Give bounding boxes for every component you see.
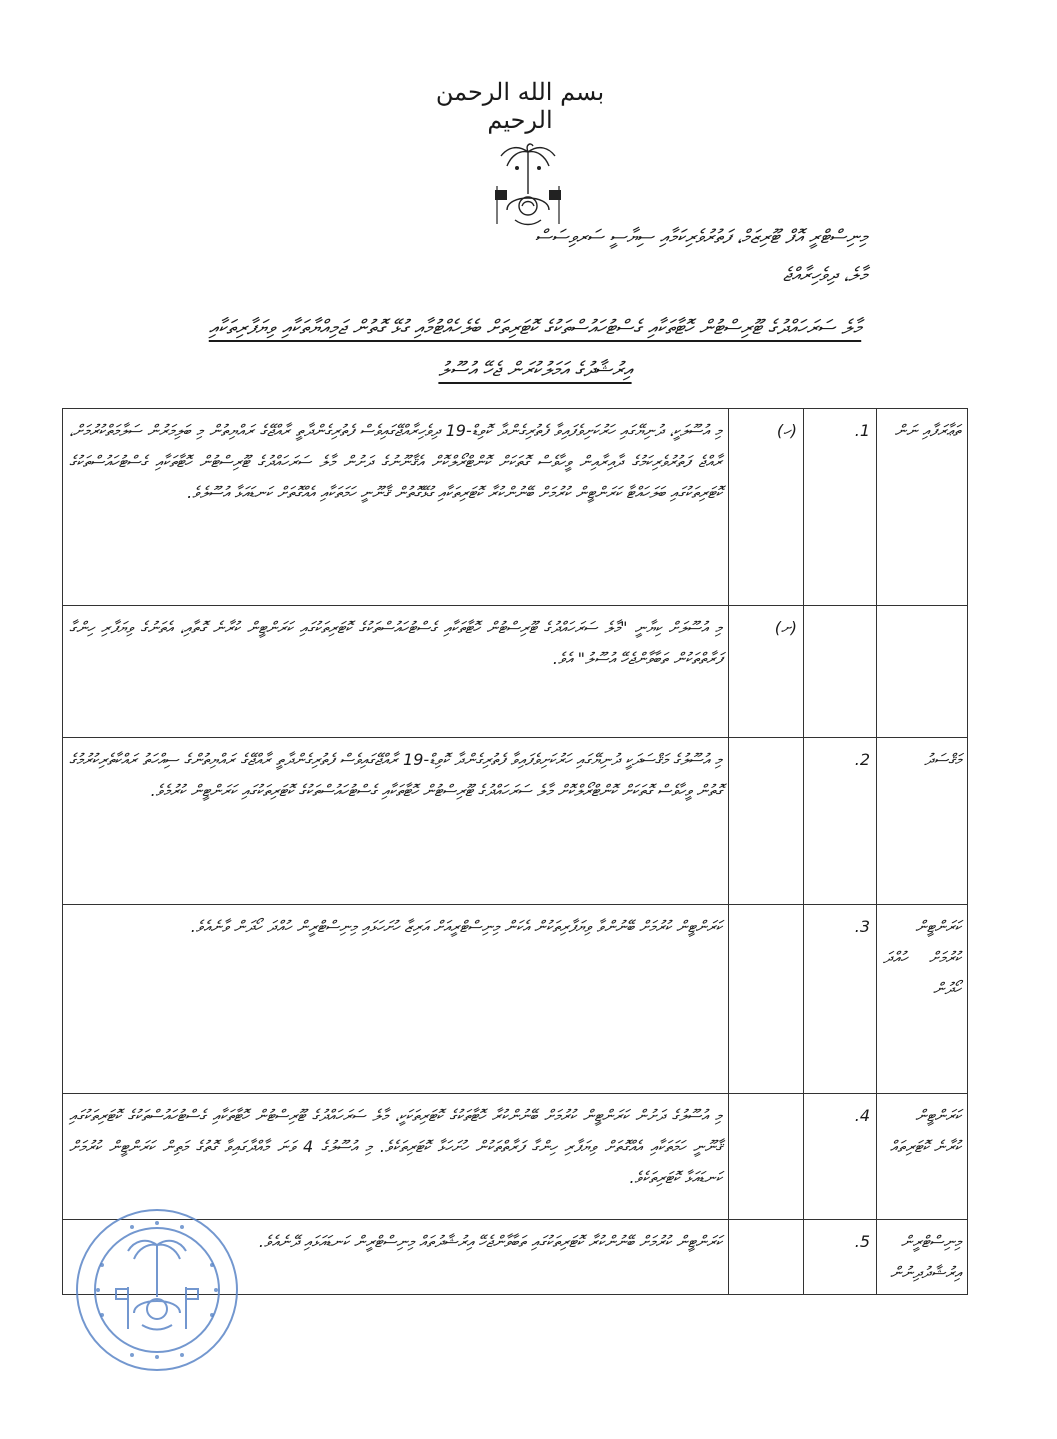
city-name: މާލެ، ދިވެހިރާއްޖެ xyxy=(782,264,867,286)
table-row xyxy=(63,905,968,1094)
row-number xyxy=(804,606,877,738)
ministry-name: މިނިސްޓްރީ އޮފް ޓޫރިޒަމް، ފަތުރުވެރިކަމާއި ސިޔާސީ ސަރވިސަސް xyxy=(534,226,867,248)
row-text: މި އުސޫލުގެ މަޤްސަދަކީ ދުނިޔޭގައި ހަރުކަށިވެފައިވާ ފެތުރިގެންދާ ކޮވިޑް-19 ރާއްޖޭގައިވެސް ފެތުރިގެންދާތީ ރާއްޖޭގެ ރައްޔިތުންގެ ސިއްހަތު ރައްކާތެރިކުރުމުގެ ގޮތުން ވީހާވެސް ގޮތަކަށް ކޮންޓްރޯލްކޮށް މާލެ ސަރަހައްދުގެ ޓޫރިސްޓުން ހޮޓާތަކާއި ގެސްޓުހައުސްތަކުގެ ކޮޓަރިތަކުގައި ކަރަންޓީން ކުރުމެވެ. xyxy=(63,738,729,905)
row-subsection xyxy=(729,738,804,905)
row-number: 1. xyxy=(804,409,877,606)
rules-table xyxy=(62,408,968,1295)
row-text: ކަރަންޓީން ކުރުމަށް ބޭނުންކުރާ ކޮޓަރިތަކުގައި ތަބާވާންޖެހޭ އިރުޝާދުތައް މިނިސްޓްރީން ކަނޑައަޅައި ދޭނެއެވެ. xyxy=(63,1220,729,1295)
row-subsection: (ހ) xyxy=(729,409,804,606)
table-row xyxy=(63,409,968,606)
ministry-stamp-icon xyxy=(72,1205,242,1375)
row-subsection xyxy=(729,1220,804,1295)
row-number: 2. xyxy=(804,738,877,905)
state-emblem-icon xyxy=(487,140,569,230)
row-subsection xyxy=(729,1094,804,1220)
document-title-line-1: މާލެ ސަރަހައްދުގެ ޓޫރިސްޓުން ހޮޓާތަކާއި ގެސްޓުހައުސްތަކުގެ ކޮޓަރިތަށް ބެލެހެއްޓުމާއި ގުޅޭ ގޮތުން ޖަމިއްޔާތަކާއި ވިޔަފާރިތަކާއި xyxy=(208,315,862,339)
table-row xyxy=(63,1094,968,1220)
row-label: މަޤްސަދު xyxy=(877,738,968,905)
row-text: މި އުސޫލުގެ ދަށުން ކަރަންޓީން ކުރުމަށް ބޭނުންކުރާ ހޮޓާތަކުގެ ކޮޓަރިތަކަކީ، މާލެ ސަރަހައްދުގެ ޓޫރިސްޓުން ހޮޓާތަކާއި ގެސްޓުހައުސްތަކުގެ ކޮޓަރިތަކުގައި ޤާނޫނީ ހަމަތަކާއި އެއްގޮތަށް ވިޔަފާރި ހިންގާ ފަރާތްތަކުން ހުށަހަޅާ ކޮޓަރިތަކެވެ. މި އުސޫލުގެ 4 ވަނަ މާއްދާގައިވާ ގޮތުގެ މަތިން ކަރަންޓީން ކުރުމަށް ކަނޑައަޅާ ކޮޓަރިތަކެވެ. xyxy=(63,1094,729,1220)
table-row xyxy=(63,738,968,905)
row-number: 3. xyxy=(804,905,877,1094)
row-text: މި އުސޫލަކީ، ދުނިޔޭގައި ހަރުކަށިވެފައިވާ ފެތުރިގެންދާ ކޮވިޑް-19 ދިވެހިރާއްޖޭގައިވެސް ފެތުރިގެންދާތީ ރާއްޖޭގެ ރައްޔިތުން މި ބަލިމަރުން ސަލާމަތްކުރުމަށް، ރާއްޖެ ފަތުރުވެރިކަމުގެ ދާއިރާއިން ވީހާވެސް ގޮތަކަށް ކޮންޓްރޯލްކޮށް އެޤާނޫނުގެ ދަށުން މާލެ ސަރަހައްދުގެ ޓޫރިސްޓުން ހޮޓާތަކާއި ގެސްޓުހައުސްތަކުގެ ކޮޓަރިތަކުގައި ބަލަހައްޓާ ކަރަންޓީން ކުރުމަށް ބޭނުންކުރާ ކޮޓަރިތަކާއި ގުޅޭގޮތުން ޤާނޫނީ ހަމަތަކާއި އެއްގޮތަށް ކަނޑައަޅާ އުސޫލެވެ. xyxy=(63,409,729,606)
row-text: މި އުސޫލަށް ކިޔާނީ "މާލެ ސަރަހައްދުގެ ޓޫރިސްޓުން ހޮޓާތަކާއި ގެސްޓުހައުސްތަކުގެ ކޮޓަރިތަކުގައި ކަރަންޓީން ކުރާނެ ގޮތާއި، އެތަނުގެ ވިޔަފާރި ހިންގާ ފަރާތްތަކުން ތަބާވާންޖެހޭ އުސޫލު" އެވެ. xyxy=(63,606,729,738)
table-row xyxy=(63,606,968,738)
row-subsection: (ށ) xyxy=(729,606,804,738)
bismillah: بسم الله الرحمن الرحيم xyxy=(435,78,605,134)
row-number: 4. xyxy=(804,1094,877,1220)
row-label: ކަރަންޓީން ކުރުމަށް ހުއްދަ ހޯދުން xyxy=(877,905,968,1094)
row-subsection xyxy=(729,905,804,1094)
row-label: ތަޢާރަފާއި ނަން xyxy=(877,409,968,606)
row-label: ކަރަންޓީން ކުރާނެ ކޮޓަރިތައް xyxy=(877,1094,968,1220)
document-title-line-2: އިރުޝާދުގެ އަމަލުކުރަން ޖެހޭ އުސޫލު xyxy=(438,357,632,381)
row-text: ކަރަންޓީން ކުރުމަށް ބޭނުންވާ ވިޔަފާރިތަކުން އެކަން މިނިސްޓްރީއަށް އަރިޒާ ހުށަހަޅައި މިނިސްޓްރީން ހުއްދަ ހޯދަން ވާނެއެވެ. xyxy=(63,905,729,1094)
row-number: 5. xyxy=(804,1220,877,1295)
row-label: މިނިސްޓްރީން އިރުޝާދުދިނުން xyxy=(877,1220,968,1295)
row-label xyxy=(877,606,968,738)
